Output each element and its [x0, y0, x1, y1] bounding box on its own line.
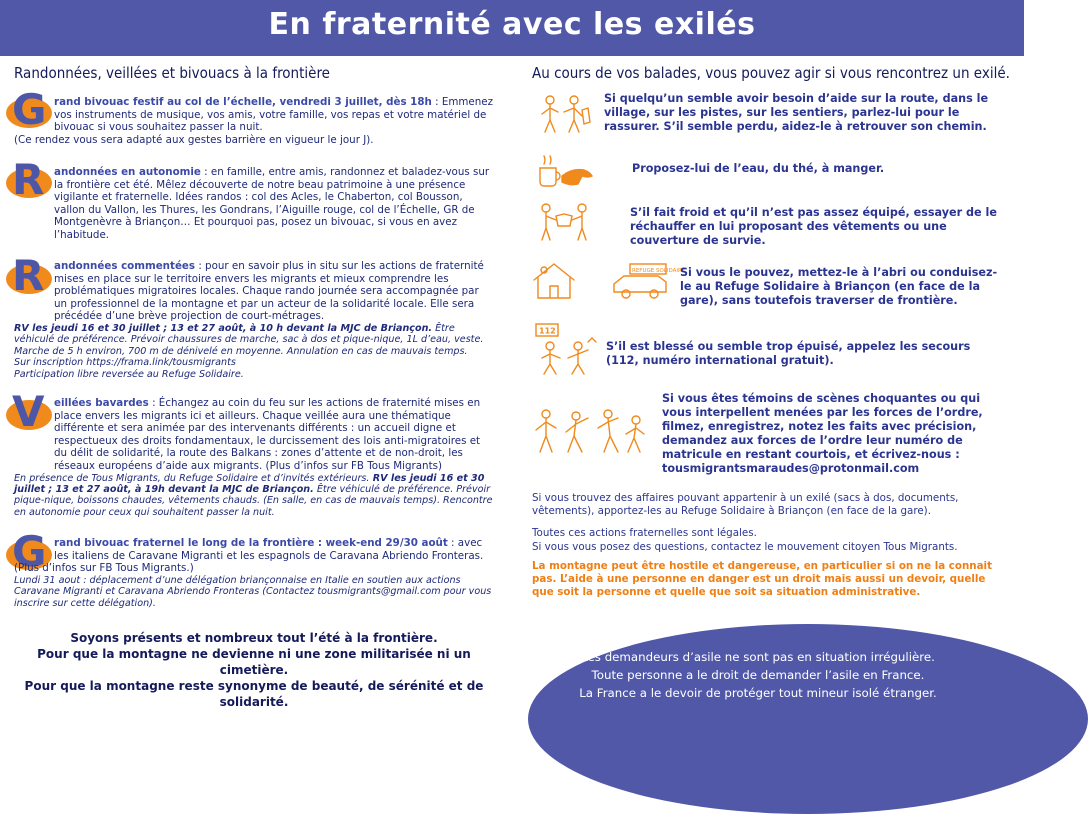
police-scene-icon: [532, 404, 650, 458]
people-talking-icon: [536, 92, 596, 136]
tip-talk: Si quelqu’un semble avoir besoin d’aide sur la route, dans le village, sur les pistes, sur les sentiers, parlez-lui pour le rassurer. S’il semble perdu, aidez-le à retrouver son chemin.: [604, 92, 989, 133]
section-bivouac-fraternel: [14, 537, 494, 609]
belongings-note: Si vous trouvez des affaires pouvant appartenir à un exilé (sacs à dos, documents, vêtements), apportez-les au Refuge Solidaire à Briançon (en face de la gare).: [532, 492, 959, 517]
tip-shelter: Si vous le pouvez, mettez-le à l’abri ou conduisez-le au Refuge Solidaire à Briançon (en face de la gare), sans toutefois traverser de frontière.: [680, 266, 998, 307]
tip-emergency: S’il est blessé ou semble trop épuisé, appelez les secours (112, numéro international gratuit).: [606, 340, 971, 367]
section-text: : en famille, entre amis, randonnez et baladez-vous sur la frontière cet été. Mêlez découverte de notre beau patrimoine à une présence vigilante et fraternelle. Idées randos : col des Acles, le Chaberton, col Bousson, vallon du Vallon, les Thures, les Gondrans, l’Aiguille rouge, col de l’Échelle, GR de Montgenèvre à Briançon… Et pourquoi pas, posez un bivouac, si vous en avez l’habitude.: [54, 166, 490, 241]
section-pre: En présence de Tous Migrants, du Refuge Solidaire et d’invités extérieurs.: [14, 472, 370, 484]
questions-note: Si vous vous posez des questions, contactez le mouvement citoyen Tous Migrants.: [532, 541, 958, 553]
section-note: (Plus d’infos sur FB Tous Migrants.): [14, 562, 194, 575]
rights-line: Toute personne a le droit de demander l’asile en France.: [591, 668, 925, 682]
rights-line: La France a le devoir de protéger tout mineur isolé étranger.: [579, 686, 937, 700]
section-veillees-bavardes: [14, 397, 494, 518]
section-detail: Lundi 31 aout : déplacement d’une délégation briançonnaise en Italie en soutien aux actions Caravane Migranti et Caravana Abriendo Fronteras (Contactez tousmigrants@gmail.com pour vous inscrire sur cette délégation).: [14, 574, 492, 609]
title-banner: [0, 0, 1024, 56]
call-to-action: [14, 630, 494, 710]
section-participation: Participation libre reversée au Refuge Solidaire.: [14, 368, 244, 380]
drop-cap-letter: G: [12, 527, 47, 576]
refuge-sign-label: REFUGE SOLIDAIRE: [632, 268, 686, 274]
left-column-heading: Randonnées, veillées et bivouacs à la frontière: [14, 64, 330, 82]
tip-witness: [662, 392, 1006, 476]
drop-cap-letter: V: [12, 387, 45, 436]
section-lead: eillées bavardes: [54, 397, 149, 409]
drop-cap-letter: G: [12, 85, 47, 134]
clothing-share-icon: [536, 200, 596, 244]
section-text: : Emmenez vos instruments de musique, vos amis, votre famille, vos repas et votre matériel de bivouac si vous souhaitez passer la nuit.: [54, 96, 494, 134]
section-detail: Être véhiculé de préférence. Prévoir chaussures de marche, sac à dos et pique-nique, 1L d’eau, veste. Marche de 5 h environ, 700 m de dénivelé en moyenne. Annulation en cas de mauvais temps.: [14, 322, 484, 357]
right-column-heading: Au cours de vos balades, vous pouvez agir si vous rencontrez un exilé.: [532, 64, 1010, 82]
call-line: Pour que la montagne reste synonyme de beauté, de sérénité et de solidarité.: [24, 679, 484, 709]
section-rv: RV les jeudi 16 et 30 juillet ; 13 et 27 août, à 19h devant la MJC de Briançon.: [14, 472, 485, 495]
contact-email[interactable]: tousmigrantsmaraudes@protonmail.com: [662, 462, 920, 475]
section-text: : avec les italiens de Caravane Migranti et les espagnols de Caravana Abriendo Fronteras.: [54, 537, 484, 562]
call-line: Soyons présents et nombreux tout l’été à la frontière.: [70, 631, 438, 645]
tip-warmth: S’il fait froid et qu’il n’est pas assez équipé, essayer de le réchauffer en lui proposant des vêtements ou une couverture de survie.: [630, 206, 997, 247]
section-note: (Ce rendez vous sera adapté aux gestes barrière en vigueur le jour J).: [14, 133, 374, 146]
shelter-and-car-icon: [530, 258, 686, 304]
drop-cap-letter: R: [12, 155, 45, 204]
section-detail: Être véhiculé de préférence. Prévoir pique-nique, boissons chaudes, vêtements chauds. (En salle, en cas de mauvais temps). Rencontre en autonomie pour ceux qui souhaitent passer la nuit.: [14, 483, 493, 518]
section-randonnees-commentees: [14, 260, 494, 380]
section-inscription: Sur inscription https://frama.link/tousmigrants: [14, 357, 236, 369]
cup-and-hand-icon: [536, 150, 596, 194]
tip-food: Proposez-lui de l’eau, du thé, à manger.: [632, 162, 885, 175]
page-title: En fraternité avec les exilés: [268, 7, 756, 42]
section-lead: andonnées en autonomie: [54, 166, 201, 178]
section-lead: rand bivouac fraternel le long de la frontière : week-end 29/30 août: [54, 537, 448, 549]
section-lead: rand bivouac festif au col de l’échelle, vendredi 3 juillet, dès 18h: [54, 96, 432, 108]
legal-note: Toutes ces actions fraternelles sont légales.: [532, 527, 757, 539]
section-rv: RV les jeudi 16 et 30 juillet ; 13 et 27 août, à 10 h devant la MJC de Briançon.: [14, 322, 433, 334]
rights-text: [548, 648, 968, 702]
section-text: : Échangez au coin du feu sur les actions de fraternité mises en place envers les migrants ici et ailleurs. Chaque veillée aura une thématique différente et sera animée par des intervenants différents : un accueil digne et respectueux des droits fondamentaux, le durcissement des lois anti-migratoires et du délit de solidarité, la route des Balkans : zones d’attente et de non-droit, les réseaux européens d’aide aux migrants. (Plus d’infos sur FB Tous Migrants): [54, 397, 481, 472]
section-bivouac-festif: [14, 96, 494, 146]
emergency-112-icon: [532, 322, 604, 376]
sign-112-label: 112: [539, 326, 556, 336]
rights-line: Les demandeurs d’asile ne sont pas en situation irrégulière.: [581, 650, 935, 664]
tip-witness-text: Si vous êtes témoins de scènes choquantes ou qui vous interpellent menées par les forces de l’ordre, filmez, enregistrez, notez les faits avec précision, demandez aux forces de l’ordre leur numéro de matricule en restant courtois, et écrivez-nous :: [662, 392, 983, 461]
call-line: Pour que la montagne ne devienne ni une zone militarisée ni un cimetière.: [37, 647, 471, 677]
section-randonnees-autonomie: [14, 166, 494, 242]
section-lead: andonnées commentées: [54, 260, 196, 272]
danger-warning: La montagne peut être hostile et dangereuse, en particulier si on ne la connait pas. L’aide à une personne en danger est un droit mais aussi un devoir, quelle que soit la personne et quelle que soit sa situation administrative.: [532, 560, 993, 598]
drop-cap-letter: R: [12, 251, 45, 300]
section-text: : pour en savoir plus in situ sur les actions de fraternité mises en place sur le territoire envers les migrants et mieux comprendre les problématiques migratoires locales. Chaque rando journée sera accompagnée par un professionnel de la montagne et par un acteur de la solidarité locale. Elle sera précédée d’une brève projection de court-métrages.: [54, 260, 484, 323]
